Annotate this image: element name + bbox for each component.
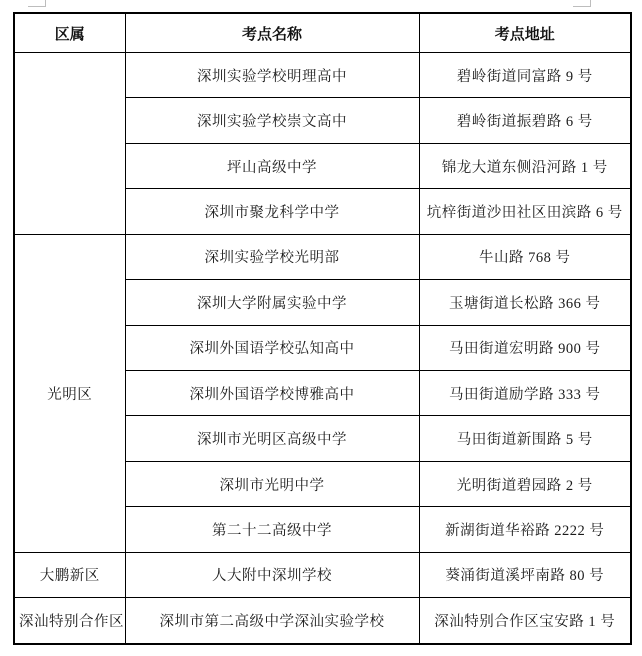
site-name-cell: 深圳外国语学校弘知高中 [125,325,419,370]
site-address-cell: 马田街道励学路 333 号 [419,370,631,415]
column-header-site-address: 考点地址 [419,13,631,53]
site-address-cell: 牛山路 768 号 [419,234,631,279]
site-name-cell: 深圳实验学校崇文高中 [125,98,419,143]
site-name-cell: 人大附中深圳学校 [125,552,419,597]
site-address-cell: 锦龙大道东侧沿河路 1 号 [419,143,631,188]
site-address-cell: 葵涌街道溪坪南路 80 号 [419,552,631,597]
district-cell [14,53,125,235]
table-header-row [14,13,631,53]
site-name-cell: 坪山高级中学 [125,143,419,188]
district-cell: 光明区 [14,234,125,552]
site-name-cell: 深圳市光明中学 [125,461,419,506]
site-name-cell: 深圳实验学校光明部 [125,234,419,279]
site-address-cell: 坑梓街道沙田社区田滨路 6 号 [419,189,631,234]
exam-sites-table [13,12,632,645]
site-name-cell: 深圳大学附属实验中学 [125,280,419,325]
table-row [14,552,631,597]
district-cell: 深汕特别合作区 [14,598,125,644]
column-header-site-name: 考点名称 [125,13,419,53]
site-address-cell: 碧岭街道振碧路 6 号 [419,98,631,143]
site-address-cell: 玉塘街道长松路 366 号 [419,280,631,325]
table-row [14,598,631,644]
site-address-cell: 马田街道宏明路 900 号 [419,325,631,370]
site-address-cell: 光明街道碧园路 2 号 [419,461,631,506]
column-header-district: 区属 [14,13,125,53]
site-name-cell: 深圳市聚龙科学中学 [125,189,419,234]
site-name-cell: 深圳市光明区高级中学 [125,416,419,461]
crop-artifact-left [28,0,46,7]
site-name-cell: 深圳外国语学校博雅高中 [125,370,419,415]
table-row [14,234,631,279]
site-address-cell: 新湖街道华裕路 2222 号 [419,507,631,552]
table-row [14,53,631,98]
site-address-cell: 深汕特别合作区宝安路 1 号 [419,598,631,644]
site-address-cell: 马田街道新围路 5 号 [419,416,631,461]
site-name-cell: 第二十二高级中学 [125,507,419,552]
site-name-cell: 深圳实验学校明理高中 [125,53,419,98]
crop-artifact-right [573,0,591,7]
site-address-cell: 碧岭街道同富路 9 号 [419,53,631,98]
district-cell: 大鹏新区 [14,552,125,597]
site-name-cell: 深圳市第二高级中学深汕实验学校 [125,598,419,644]
